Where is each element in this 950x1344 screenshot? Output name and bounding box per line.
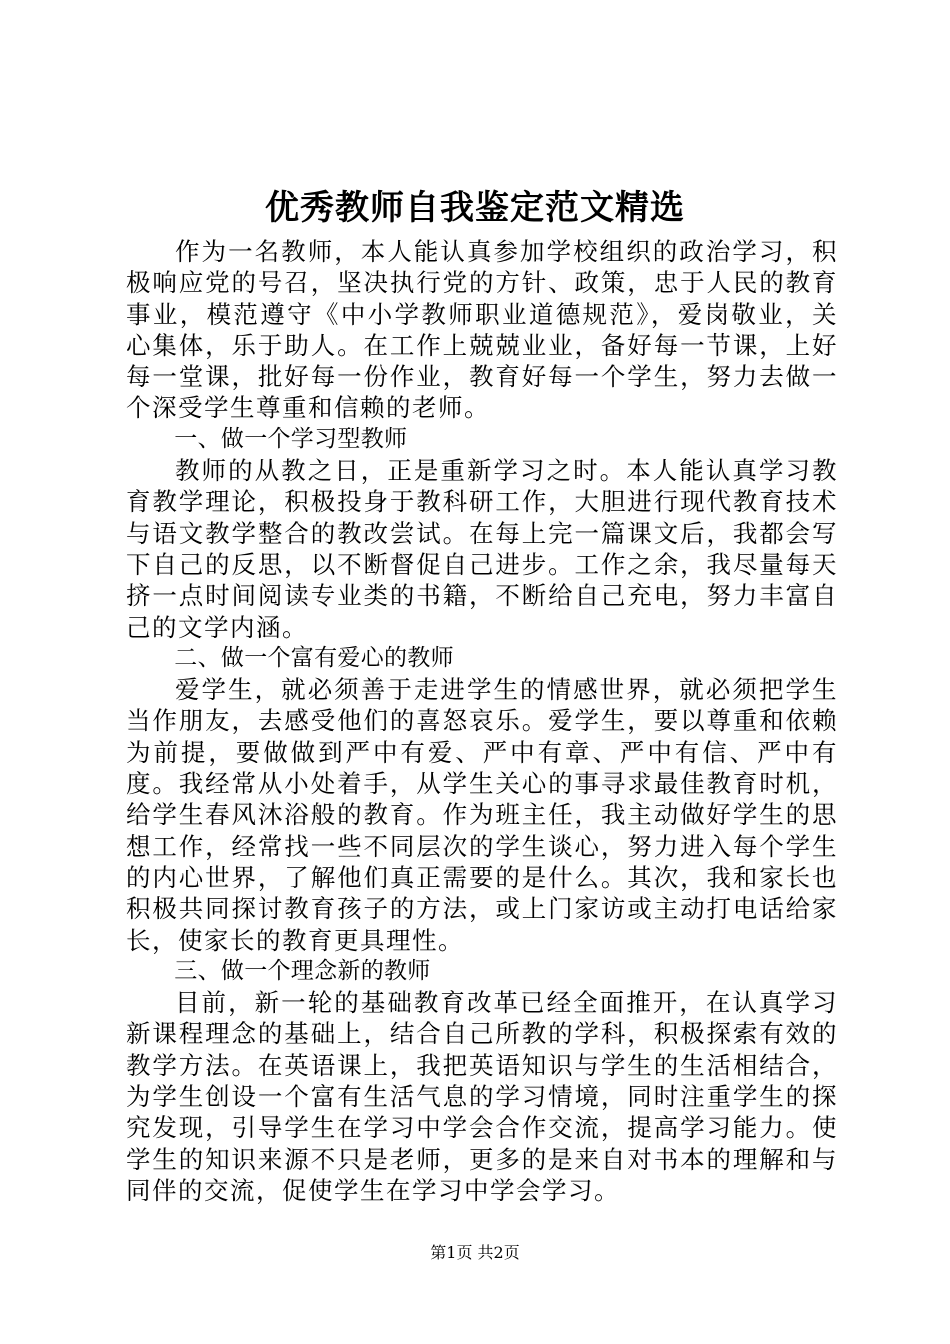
- section-heading-learning: 一、做一个学习型教师: [174, 425, 408, 452]
- section-paragraph-learning: 教师的从教之日，正是重新学习之时。本人能认真学习教育教学理论，积极投身于教科研工作，大胆进行现代教育技术与语文教学整合的教改尝试。在每上完一篇课文后，我都会写下自己的反思，以不断督促自己进步。工作之余，我尽量每天挤一点时间阅读专业类的书籍，不断给自己充电，努力丰富自己的文学内涵。: [126, 456, 838, 642]
- section-paragraph-innovative: 目前，新一轮的基础教育改革已经全面推开，在认真学习新课程理念的基础上，结合自己所教的学科，积极探索有效的教学方法。在英语课上，我把英语知识与学生的生活相结合，为学生创设一个富有生活气息的学习情境，同时注重学生的探究发现，引导学生在学习中学会合作交流，提高学习能力。使学生的知识来源不只是老师，更多的是来自对书本的理解和与同伴的交流，促使学生在学习中学会学习。: [126, 988, 838, 1205]
- document-body: [126, 236, 838, 1206]
- section-paragraph-caring: 爱学生，就必须善于走进学生的情感世界，就必须把学生当作朋友，去感受他们的喜怒哀乐。爱学生，要以尊重和依赖为前提，要做做到严中有爱、严中有章、严中有信、严中有度。我经常从小处着手，从学生关心的事寻求最佳教育时机，给学生春风沐浴般的教育。作为班主任，我主动做好学生的思想工作，经常找一些不同层次的学生谈心，努力进入每个学生的内心世界，了解他们真正需要的是什么。其次，我和家长也积极共同探讨教育孩子的方法，或上门家访或主动打电话给家长，使家长的教育更具理性。: [126, 675, 838, 955]
- page-number-footer: 第1页 共2页: [430, 1243, 520, 1262]
- document-title: 优秀教师自我鉴定范文精选: [265, 188, 685, 228]
- section-heading-innovative: 三、做一个理念新的教师: [174, 957, 431, 984]
- section-heading-caring: 二、做一个富有爱心的教师: [174, 644, 454, 671]
- intro-paragraph: 作为一名教师，本人能认真参加学校组织的政治学习，积极响应党的号召，坚决执行党的方针、政策，忠于人民的教育事业，模范遵守《中小学教师职业道德规范》，爱岗敬业，关心集体，乐于助人。在工作上兢兢业业，备好每一节课，上好每一堂课，批好每一份作业，教育好每一个学生，努力去做一个深受学生尊重和信赖的老师。: [126, 237, 838, 423]
